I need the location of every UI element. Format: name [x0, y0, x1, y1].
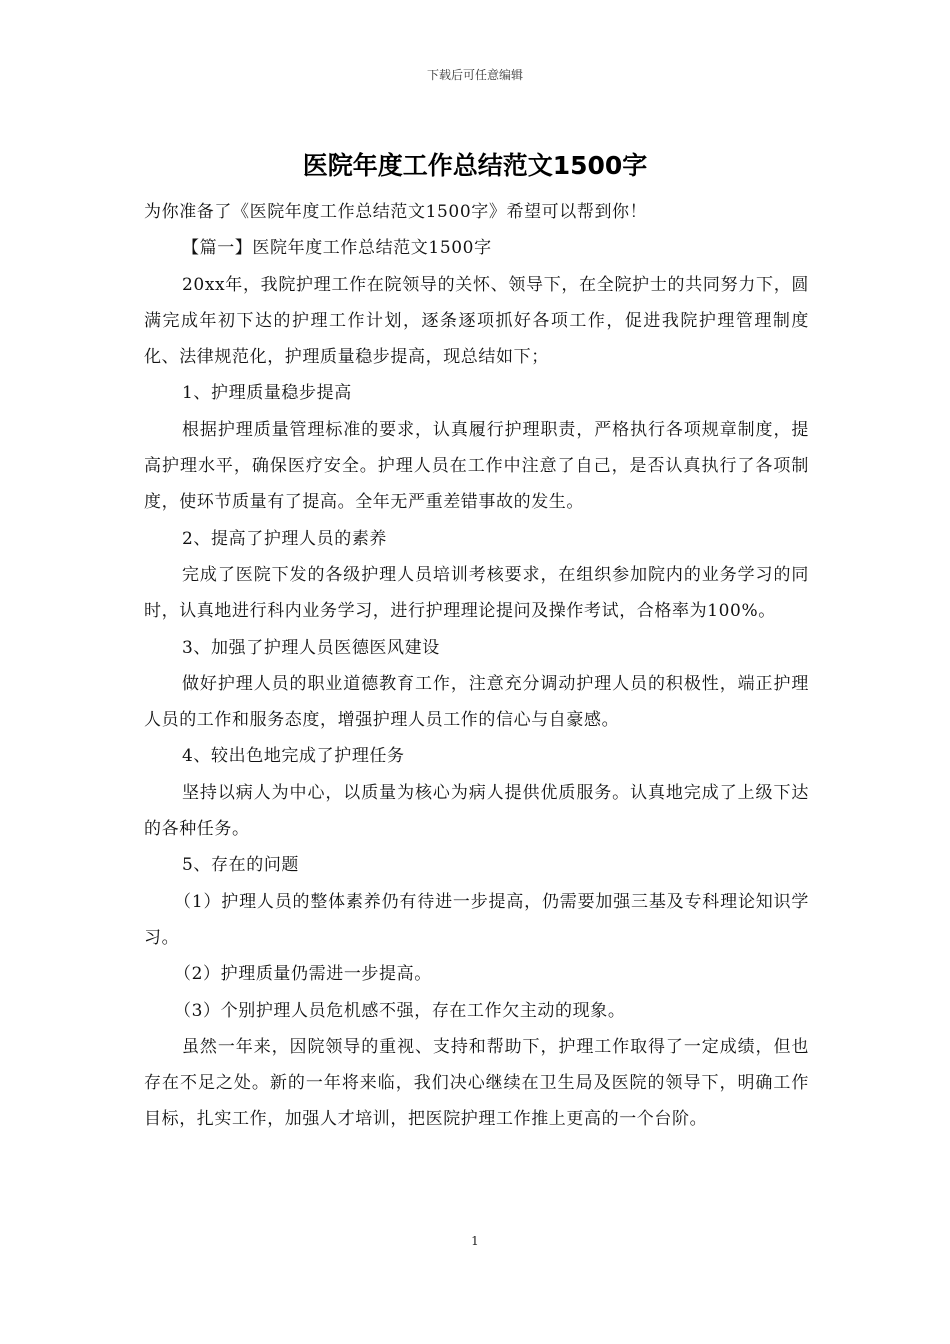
- document-title: 医院年度工作总结范文1500字: [302, 151, 648, 180]
- document-body: [144, 194, 809, 1138]
- paragraph-ethics: 做好护理人员的职业道德教育工作，注意充分调动护理人员的积极性，端正护理人员的工作和服务态度，增强护理人员工作的信心与自豪感。: [144, 673, 809, 731]
- paragraph-tasks: 坚持以病人为中心，以质量为核心为病人提供优质服务。认真地完成了上级下达的各种任务。: [144, 782, 809, 840]
- paragraph-overview: 20xx年，我院护理工作在院领导的关怀、领导下，在全院护士的共同努力下，圆满完成年初下达的护理工作计划，逐条逐项抓好各项工作，促进我院护理管理制度化、法律规范化，护理质量稳步提高，现总结如下；: [144, 274, 809, 368]
- subheading-ethics: 3、加强了护理人员医德医风建设: [182, 637, 440, 658]
- subheading-training: 2、提高了护理人员的素养: [182, 528, 388, 549]
- paragraph-training: 完成了医院下发的各级护理人员培训考核要求，在组织参加院内的业务学习的同时，认真地进行科内业务学习，进行护理理论提问及操作考试，合格率为100%。: [144, 564, 809, 622]
- page-number: 1: [471, 1234, 479, 1248]
- problem-item-2: （2）护理质量仍需进一步提高。: [174, 964, 432, 985]
- paragraph-quality: 根据护理质量管理标准的要求，认真履行护理职责，严格执行各项规章制度，提高护理水平，确保医疗安全。护理人员在工作中注意了自己，是否认真执行了各项制度，使环节质量有了提高。全年无严重差错事故的发生。: [144, 419, 809, 513]
- subheading-tasks: 4、较出色地完成了护理任务: [182, 746, 405, 767]
- header-note: 下载后可任意编辑: [426, 68, 523, 82]
- section-heading-part-one: 【篇一】医院年度工作总结范文1500字: [182, 238, 492, 259]
- subheading-problems: 5、存在的问题: [182, 855, 300, 876]
- problem-item-1: （1）护理人员的整体素养仍有待进一步提高，仍需要加强三基及专科理论知识学习。: [144, 891, 809, 948]
- problem-item-3: （3）个别护理人员危机感不强，存在工作欠主动的现象。: [174, 1000, 626, 1021]
- subheading-quality: 1、护理质量稳步提高: [182, 383, 352, 404]
- paragraph-conclusion: 虽然一年来，因院领导的重视、支持和帮助下，护理工作取得了一定成绩，但也存在不足之处。新的一年将来临，我们决心继续在卫生局及医院的领导下，明确工作目标，扎实工作，加强人才培训，把医院护理工作推上更高的一个台阶。: [144, 1036, 809, 1130]
- intro-paragraph: 为你准备了《医院年度工作总结范文1500字》希望可以帮到你！: [144, 202, 648, 222]
